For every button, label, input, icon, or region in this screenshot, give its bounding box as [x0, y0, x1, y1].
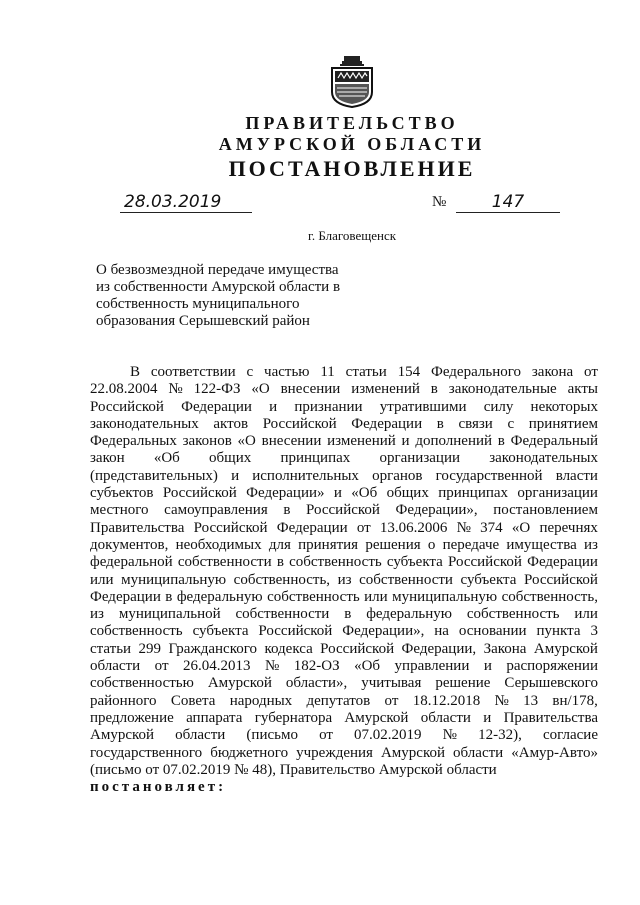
subject-line: образования Серышевский район — [96, 313, 310, 329]
body-text — [90, 364, 598, 779]
coat-of-arms-icon — [330, 56, 374, 108]
body-line: или муниципальную собственность, из собственности субъекта Российской — [90, 571, 598, 588]
body-line: 22.08.2004 № 122-ФЗ «О внесении изменений в законодательные акты — [90, 381, 598, 398]
body-line: (письмо от 07.02.2019 № 48), Правительство Амурской области — [90, 761, 497, 778]
body-line: субъектов Российской Федерации» и «Об общих принципах организации — [90, 485, 598, 502]
body-line: местного самоуправления в Российской Федерации», постановлением — [90, 502, 598, 519]
body-line: государственного бюджетного учреждения Амурской области «Амур-Авто» — [90, 744, 598, 761]
body-line: Правительства Российской Федерации от 13.06.2006 № 374 «О перечнях — [90, 519, 598, 536]
body-line: В соответствии с частью 11 статьи 154 Федерального закона от — [130, 364, 598, 380]
body-line: федеральной собственности в собственность субъекта Российской Федерации — [90, 554, 598, 571]
body-line: (представительных) и исполнительных органов государственной власти — [90, 467, 598, 484]
document-subject — [96, 262, 366, 330]
body-line: области от 26.04.2013 № 182-ОЗ «Об управлении и распоряжении — [90, 658, 598, 675]
body-line: из муниципальной собственности в федеральную собственность или — [90, 606, 598, 623]
number-label: № — [432, 194, 447, 210]
body-line: документов, необходимых для принятия решения о передаче имущества из — [90, 536, 598, 553]
resolve-word: постановляет: — [90, 779, 227, 796]
org-name-line2: АМУРСКОЙ ОБЛАСТИ — [218, 134, 486, 154]
body-line: законодательных актов Российской Федерации в связи с принятием — [90, 415, 598, 432]
document-body — [90, 364, 598, 796]
body-line: Амурской области (письмо от 07.02.2019 № 12-32), согласие — [90, 727, 598, 744]
body-line: Федерации в федеральную собственность или муниципальную собственность, — [90, 588, 598, 605]
body-line: предложение аппарата губернатора Амурской области и Правительства — [90, 709, 598, 726]
document-number: 147 — [456, 192, 560, 213]
body-line: Российской Федерации и признании утратившими силу некоторых — [90, 398, 598, 415]
city: г. Благовещенск — [307, 228, 397, 243]
document-date: 28.03.2019 — [120, 192, 252, 213]
body-line: статьи 299 Гражданского кодекса Российской Федерации, Закона Амурской — [90, 640, 598, 657]
document-type: ПОСТАНОВЛЕНИЕ — [228, 156, 476, 181]
body-line: закон «Об общих принципах организации законодательных — [90, 450, 598, 467]
subject-line: О безвозмездной передаче имущества — [96, 262, 339, 278]
subject-line: из собственности Амурской области в — [96, 279, 341, 295]
body-line: собственностью Амурской области», учитывая решение Серышевского — [90, 675, 598, 692]
subject-line: собственность муниципального — [96, 296, 300, 312]
body-line: районного Совета народных депутатов от 18.12.2018 № 13 вн/178, — [90, 692, 598, 709]
body-line: собственность субъекта Российской Федерации», на основании пункта 3 — [90, 623, 598, 640]
body-line: Федеральных законов «О внесении изменений и дополнений в Федеральный — [90, 433, 598, 450]
org-name-line1: ПРАВИТЕЛЬСТВО — [245, 113, 459, 133]
